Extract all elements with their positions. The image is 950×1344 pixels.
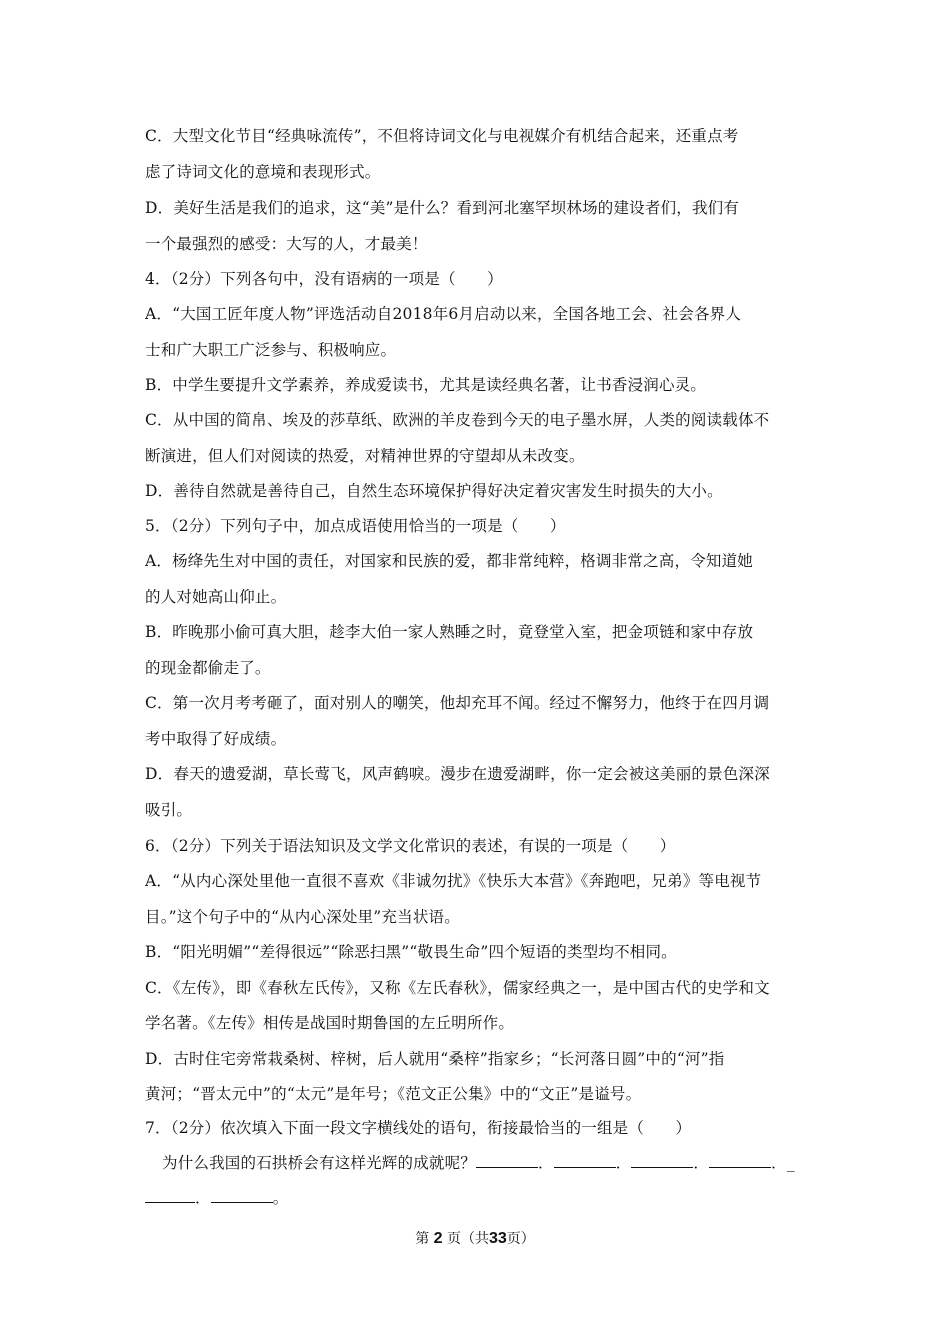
blank-5-end (145, 1188, 195, 1203)
separator: ． (615, 1154, 632, 1172)
total-pages: 33 (489, 1230, 507, 1247)
text-line: 考中取得了好成绩。 (145, 730, 287, 748)
text-line: B．“阳光明媚”“差得很远”“除恶扫黑”“敬畏生命”四个短语的类型均不相同。 (145, 943, 677, 961)
separator: ． (195, 1189, 211, 1207)
footer-mid: 页（共 (447, 1231, 489, 1247)
text-line: 士和广大职工广泛参与、积极响应。 (145, 341, 397, 359)
text-line: 黄河；“晋太元中”的“太元”是年号；《范文正公集》中的“文正”是谥号。 (145, 1085, 642, 1103)
q7-blank-line-2 (145, 1187, 815, 1209)
text-line: 虑了诗词文化的意境和表现形式。 (145, 163, 381, 181)
text-line: 吸引。 (145, 801, 193, 819)
text-line: C．大型文化节目“经典咏流传”，不但将诗词文化与电视媒介有机结合起来，还重点考 (145, 127, 739, 145)
text-line: 目。”这个句子中的“从内心深处里”充当状语。 (145, 908, 460, 926)
q7-blank-line-1 (162, 1152, 832, 1174)
blank-2 (554, 1153, 616, 1168)
text-line: 6．（2分）下列关于语法知识及文学文化常识的表述，有误的一项是（ ） (145, 837, 676, 855)
text-line: 的人对她高山仰止。 (145, 588, 287, 606)
blank-6 (211, 1188, 273, 1203)
separator: ． (693, 1154, 710, 1172)
text-line: D．善待自然就是善待自己，自然生态环境保护得好决定着灾害发生时损失的大小。 (145, 482, 723, 500)
text-line: D．美好生活是我们的追求，这“美”是什么？看到河北塞罕坝林场的建设者们，我们有 (145, 199, 740, 217)
text-line: 断演进，但人们对阅读的热爱，对精神世界的守望却从未改变。 (145, 447, 585, 465)
separator: ． (771, 1154, 787, 1172)
page-number: 2 (433, 1230, 443, 1247)
text-line: A．杨绛先生对中国的责任，对国家和民族的爱，都非常纯粹，格调非常之高，令知道她 (145, 552, 753, 570)
text-line: 4．（2分）下列各句中，没有语病的一项是（ ） (145, 270, 503, 288)
text-line: 一个最强烈的感受：大写的人，才最美！ (145, 235, 428, 253)
text-line: C．第一次月考考砸了，面对别人的嘲笑，他却充耳不闻。经过不懈努力，他终于在四月调 (145, 694, 770, 712)
text-line: D．古时住宅旁常栽桑树、梓树，后人就用“桑梓”指家乡；“长河落日圆”中的“河”指 (145, 1050, 725, 1068)
blank-4 (709, 1153, 771, 1168)
text-line: B．中学生要提升文学素养，养成爱读书，尤其是读经典名著，让书香浸润心灵。 (145, 376, 707, 394)
period: 。 (272, 1189, 289, 1207)
blank-3 (631, 1153, 693, 1168)
page-footer (0, 1229, 950, 1249)
blank-5-start: _ (786, 1154, 795, 1172)
text-line: 的现金都偷走了。 (145, 659, 271, 677)
q7-stem: 为什么我国的石拱桥会有这样光辉的成就呢？ (162, 1154, 477, 1172)
footer-prefix: 第 (415, 1231, 430, 1247)
text-line: D．春天的遗爱湖，草长莺飞，风声鹤唳。漫步在遗爱湖畔，你一定会被这美丽的景色深深 (145, 765, 770, 783)
text-line: B．昨晚那小偷可真大胆，趁李大伯一家人熟睡之时，竟登堂入室，把金项链和家中存放 (145, 623, 754, 641)
text-line: 学名著。《左传》相传是战国时期鲁国的左丘明所作。 (145, 1014, 515, 1032)
text-line: 5．（2分）下列句子中，加点成语使用恰当的一项是（ ） (145, 517, 566, 535)
separator: ． (538, 1154, 554, 1172)
text-line: A．“从内心深处里他一直很不喜欢《非诚勿扰》《快乐大本营》《奔跑吧，兄弟》等电视节 (145, 872, 762, 890)
text-line: C．从中国的简帛、埃及的莎草纸、欧洲的羊皮卷到今天的电子墨水屏，人类的阅读载体不 (145, 411, 770, 429)
text-line: 7．（2分）依次填入下面一段文字横线处的语句，衔接最恰当的一组是（ ） (145, 1119, 692, 1137)
text-line: C．《左传》，即《春秋左氏传》，又称《左氏春秋》，儒家经典之一，是中国古代的史学和文 (145, 979, 770, 997)
blank-1 (476, 1153, 538, 1168)
text-line: A．“大国工匠年度人物”评选活动自2018年6月启动以来，全国各地工会、社会各界人 (145, 305, 742, 323)
footer-suffix: 页） (506, 1231, 535, 1247)
